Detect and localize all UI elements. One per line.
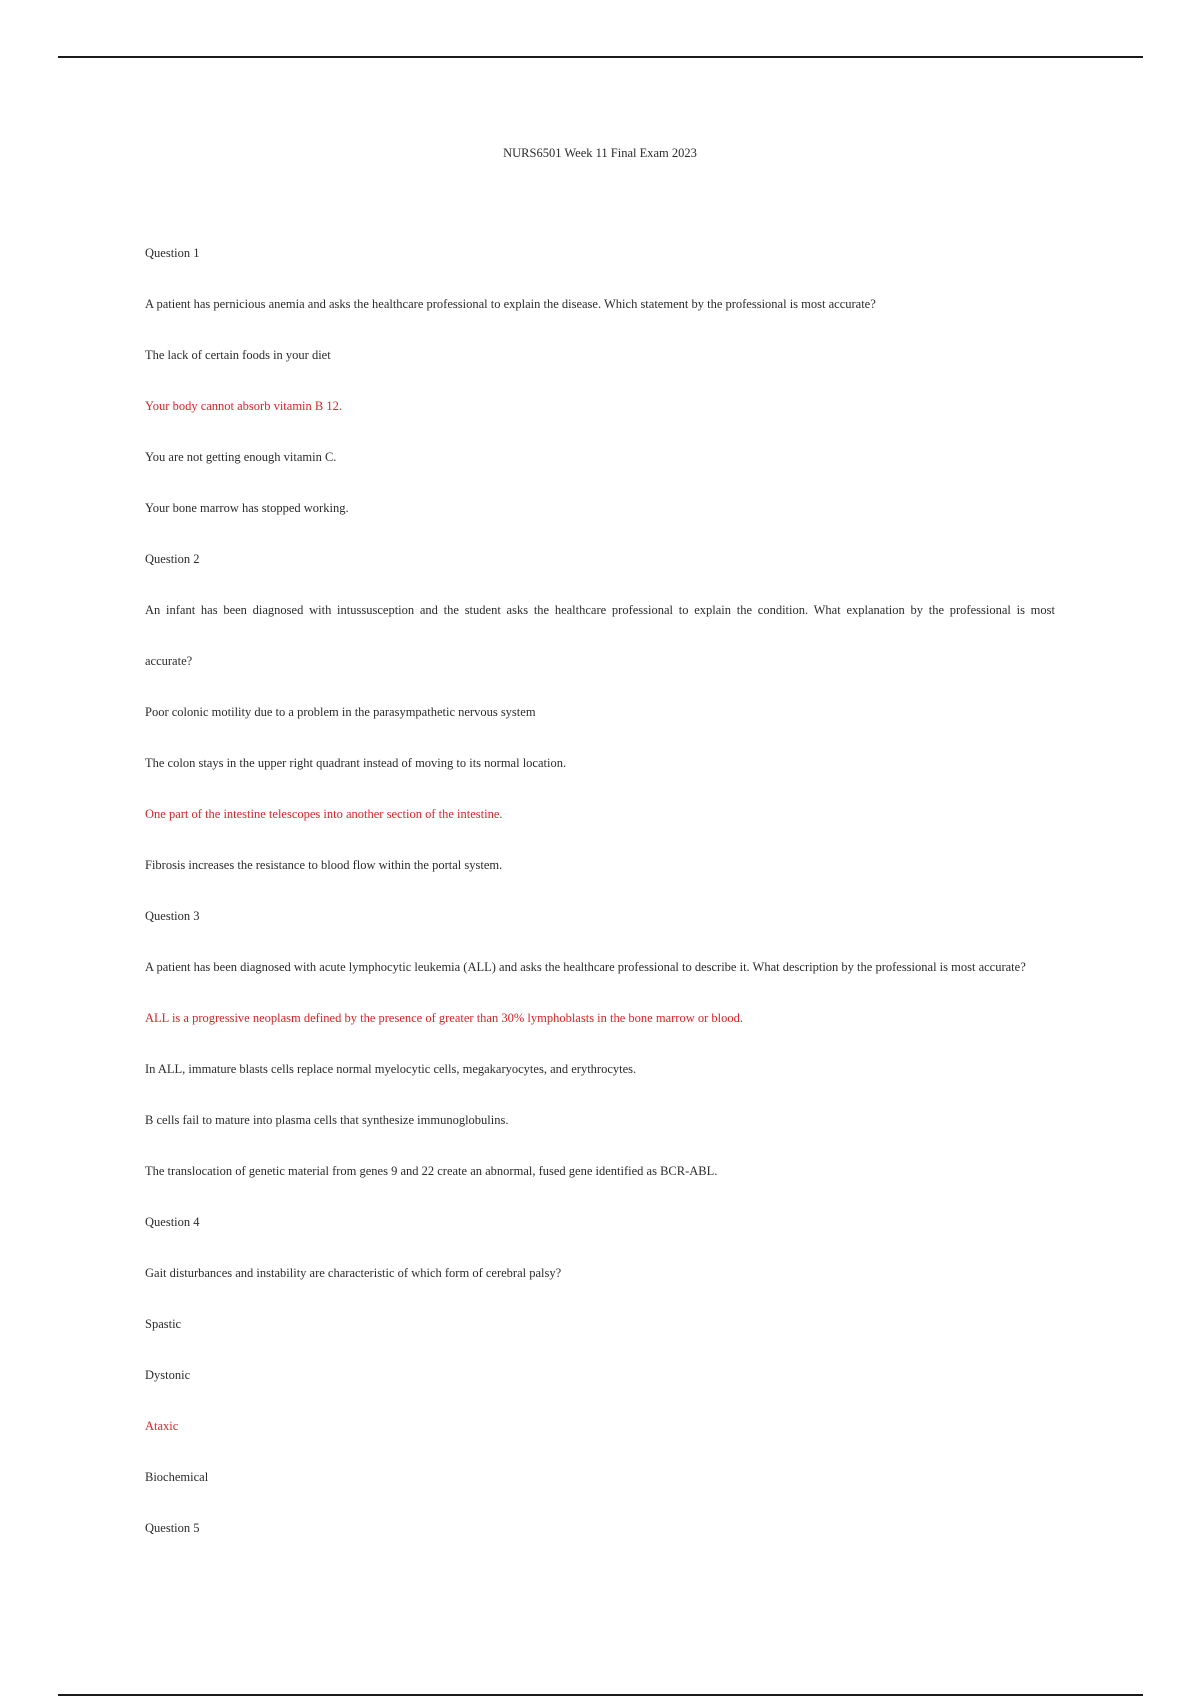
- question-prompt: An infant has been diagnosed with intussusception and the student asks the healthcare professional to explain the condition. What explanation by the professional is most: [145, 603, 1055, 617]
- top-rule: [58, 56, 1143, 58]
- correct-answer-option: One part of the intestine telescopes into another section of the intestine.: [145, 807, 503, 821]
- answer-option: In ALL, immature blasts cells replace normal myelocytic cells, megakaryocytes, and erythrocytes.: [145, 1062, 637, 1076]
- question-prompt: Gait disturbances and instability are characteristic of which form of cerebral palsy?: [145, 1266, 562, 1280]
- bottom-rule: [58, 1694, 1143, 1696]
- answer-option: Poor colonic motility due to a problem in the parasympathetic nervous system: [145, 705, 536, 719]
- question-label: Question 5: [145, 1521, 200, 1535]
- answer-option: Your bone marrow has stopped working.: [145, 501, 349, 515]
- answer-option: Fibrosis increases the resistance to blood flow within the portal system.: [145, 858, 503, 872]
- question-label: Question 3: [145, 909, 200, 923]
- correct-answer-option: Ataxic: [145, 1419, 179, 1433]
- answer-option: The translocation of genetic material from genes 9 and 22 create an abnormal, fused gene identified as BCR-ABL.: [145, 1164, 718, 1178]
- answer-option: Spastic: [145, 1317, 182, 1331]
- exam-content: [145, 245, 1055, 1536]
- answer-option: You are not getting enough vitamin C.: [145, 450, 337, 464]
- answer-option: Dystonic: [145, 1368, 191, 1382]
- answer-option: B cells fail to mature into plasma cells that synthesize immunoglobulins.: [145, 1113, 509, 1127]
- question-prompt-continued: accurate?: [145, 654, 193, 668]
- question-label: Question 1: [145, 246, 200, 260]
- question-label: Question 2: [145, 552, 200, 566]
- answer-option: The colon stays in the upper right quadrant instead of moving to its normal location.: [145, 756, 567, 770]
- question-prompt: A patient has pernicious anemia and asks the healthcare professional to explain the disease. Which statement by the professional is most accurate?: [145, 297, 876, 311]
- answer-option: Biochemical: [145, 1470, 209, 1484]
- correct-answer-option: Your body cannot absorb vitamin B 12.: [145, 399, 342, 413]
- document-title: NURS6501 Week 11 Final Exam 2023: [503, 146, 697, 160]
- question-label: Question 4: [145, 1215, 200, 1229]
- answer-option: The lack of certain foods in your diet: [145, 348, 331, 362]
- correct-answer-option: ALL is a progressive neoplasm defined by the presence of greater than 30% lymphoblasts in the bone marrow or blood.: [145, 1011, 743, 1025]
- question-prompt: A patient has been diagnosed with acute lymphocytic leukemia (ALL) and asks the healthcare professional to describe it. What description by the professional is most accurate?: [145, 960, 1026, 974]
